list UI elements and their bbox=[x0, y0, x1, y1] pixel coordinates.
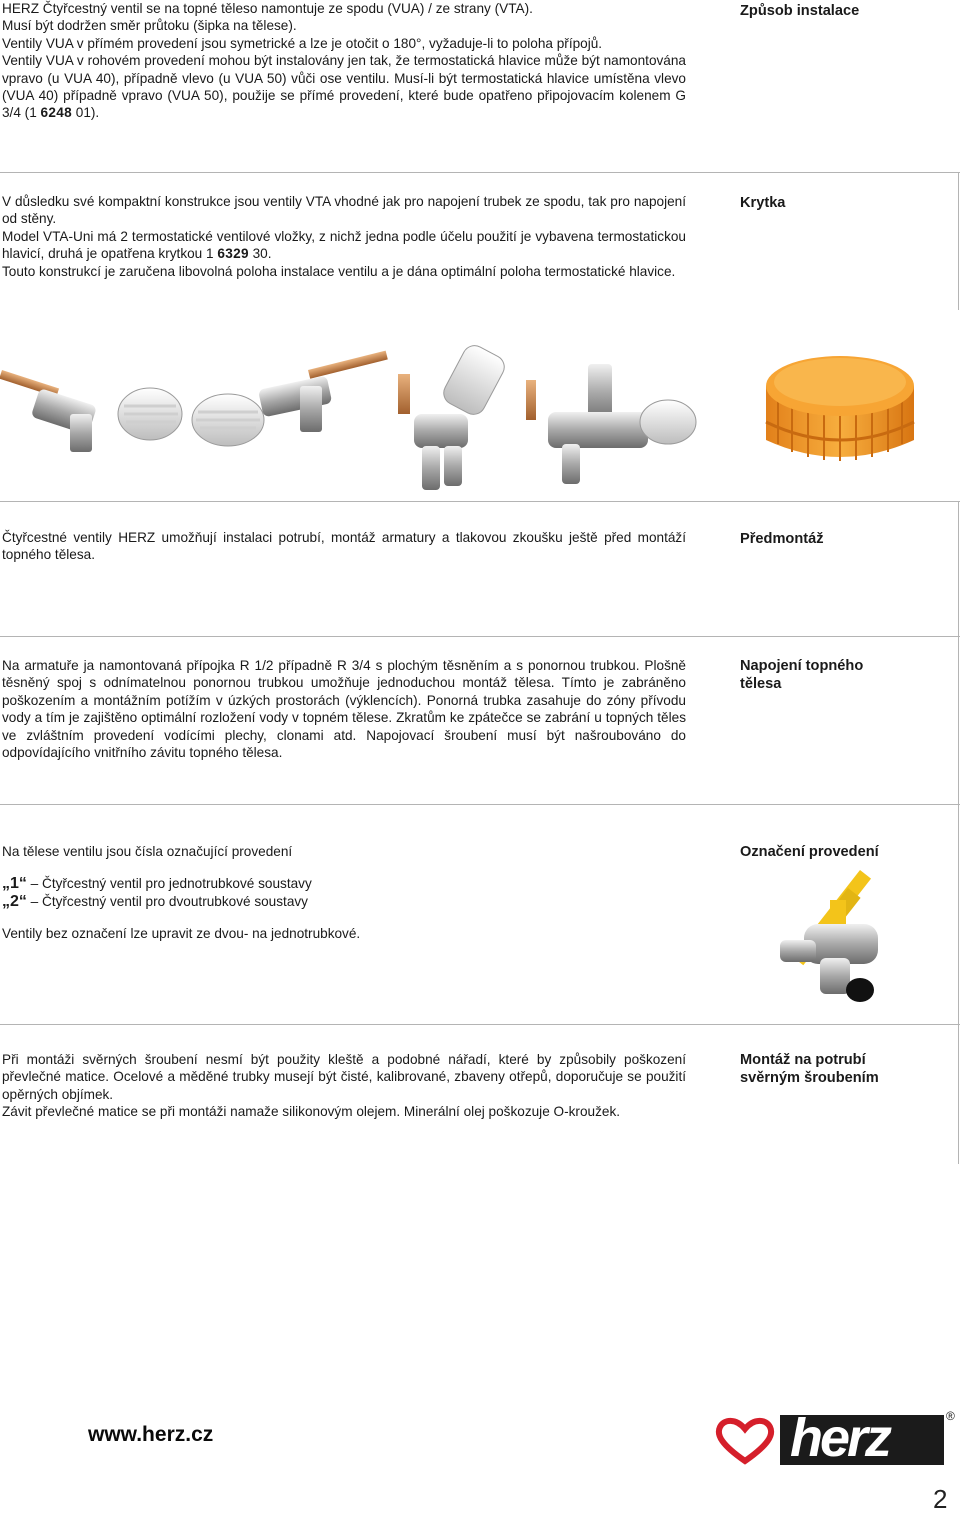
section6-text bbox=[2, 1051, 686, 1121]
heading-zpusob-instalace: Způsob instalace bbox=[740, 3, 860, 19]
section2-p2 bbox=[2, 228, 686, 263]
section6-p2: Závit převlečné matice se při montáži namaže silikonovým olejem. Minerální olej poškozuje O-kroužek. bbox=[2, 1104, 621, 1120]
valve-vua-angle-image bbox=[188, 350, 388, 460]
section1-line4-text: Ventily VUA v rohovém provedení mohou být instalovány jen tak, že termostatická hlavice může být namontována vpravo (u VUA 40), případně vlevo (u VUA 50) vůči ose ventilu. Musí-li být termostatická hlavice umístěna vlevo (VUA 40) případně vpravo (VUA 50), použije se přímé provedení, které bude opatřeno připojovacím kolenem G 3/4 (1 bbox=[2, 53, 686, 121]
divider bbox=[0, 804, 960, 805]
section2-p1: V důsledku své kompaktní konstrukce jsou ventily VTA vhodné jak pro napojení trubek ze spodu, tak pro napojení od stěny. bbox=[2, 194, 686, 227]
section1-article-number: 6248 bbox=[40, 105, 72, 121]
section1-line2: Musí být dodržen směr průtoku (šipka na tělese). bbox=[2, 18, 297, 34]
logo-wordmark: herz bbox=[790, 1408, 890, 1468]
divider-vertical bbox=[958, 636, 959, 804]
section1-line3: Ventily VUA v přímém provedení jsou symetrické a lze je otočit o 180°, vyžaduje-li to poloha přípojů. bbox=[2, 35, 603, 51]
section2-p3: Touto konstrukcí je zaručena libovolná poloha instalace ventilu a je dána optimální poloha termostatické hlavice. bbox=[2, 263, 676, 279]
marking-1: „1“ bbox=[2, 875, 27, 893]
section1-line4 bbox=[2, 52, 686, 122]
section1-text bbox=[2, 0, 686, 122]
divider bbox=[0, 172, 960, 173]
marking-1-desc: – Čtyřcestný ventil pro jednotrubkové soustavy bbox=[26, 876, 312, 892]
protective-cap-image bbox=[752, 340, 928, 472]
heart-icon bbox=[712, 1413, 778, 1467]
section5-item1 bbox=[2, 875, 686, 892]
divider-vertical bbox=[958, 501, 959, 636]
heading-montaz-na-potrubi: Montáž na potrubí svěrným šroubením bbox=[740, 1052, 879, 1086]
registered-mark: ® bbox=[946, 1409, 955, 1423]
section2-text bbox=[2, 193, 686, 280]
heading-napojeni-topneho-telesa: Napojení topného tělesa bbox=[740, 658, 864, 692]
divider-vertical bbox=[958, 1024, 959, 1164]
divider bbox=[0, 636, 960, 637]
valve-vua-straight-image bbox=[0, 348, 190, 458]
section1-article-tail: 01). bbox=[72, 105, 100, 121]
divider bbox=[0, 1024, 960, 1025]
section5-item2 bbox=[2, 893, 686, 910]
valve-vta-image bbox=[384, 334, 514, 494]
page-number: 2 bbox=[933, 1484, 948, 1514]
section1-line1: HERZ Čtyřcestný ventil se na topné těleso namontuje ze spodu (VUA) / ze strany (VTA). bbox=[2, 1, 533, 16]
section2-p2-tail: 30. bbox=[248, 246, 272, 262]
divider-vertical bbox=[958, 172, 959, 310]
section2-p2-text: Model VTA-Uni má 2 termostatické ventilové vložky, z nichž jedna podle účelu použití je vybavena termostatickou hlavicí, druhá je opatřena krytkou 1 bbox=[2, 228, 686, 262]
section5-text bbox=[2, 843, 686, 943]
section5-note: Ventily bez označení lze upravit ze dvou- na jednotrubkové. bbox=[2, 926, 361, 942]
heading-predmontaz: Předmontáž bbox=[740, 531, 824, 547]
section5-intro: Na tělese ventilu jsou čísla označující provedení bbox=[2, 844, 293, 859]
section3-text: Čtyřcestné ventily HERZ umožňují instalaci potrubí, montáž armatury a tlakovou zkoušku ještě před montáží topného tělesa. bbox=[2, 530, 686, 563]
divider bbox=[0, 501, 960, 502]
marking-2: „2“ bbox=[2, 892, 27, 910]
website-link[interactable]: www.herz.cz bbox=[88, 1423, 214, 1446]
section2-article-number: 6329 bbox=[217, 246, 249, 262]
marking-2-desc: – Čtyřcestný ventil pro dvoutrubkové soustavy bbox=[26, 893, 308, 909]
herz-logo bbox=[712, 1408, 958, 1468]
section6-p1: Při montáži svěrných šroubení nesmí být použity kleště a podobné nářadí, které by způsobily poškození převlečné matice. Ocelové a měděné trubky musejí být čisté, kalibrované, zbaveny otřepů, doporučuje se použití opěrných objímek. bbox=[2, 1052, 686, 1102]
heading-oznaceni-provedeni: Označení provedení bbox=[740, 844, 879, 860]
section4-text: Na armatuře ja namontovaná přípojka R 1/2 případně R 3/4 s plochým těsněním a s ponornou trubkou. Plošně těsněný spoj s odnímatelnou ponornou trubkou umožňuje jednoduchou montáž tělesa. Tímto je zabráněno poškozením a montážním potížím v úzkých prostorách (výklencích). Ponorná trubka zasahuje do zóny přívodu vody a tím je zajištěno optimální rozložení vody v topném tělese. Zkratům ke zpátečce se zabrání u topných těles ve zvláštním provedení vodícími plechy, clonami atd. Napojovací šroubení musí být našroubováno do odpovídajícího vnitřního závitu topného tělesa. bbox=[2, 658, 686, 761]
heading-krytka: Krytka bbox=[740, 195, 786, 211]
valve-vta-uni-image bbox=[518, 350, 698, 490]
valve-marked-image bbox=[760, 870, 960, 1020]
